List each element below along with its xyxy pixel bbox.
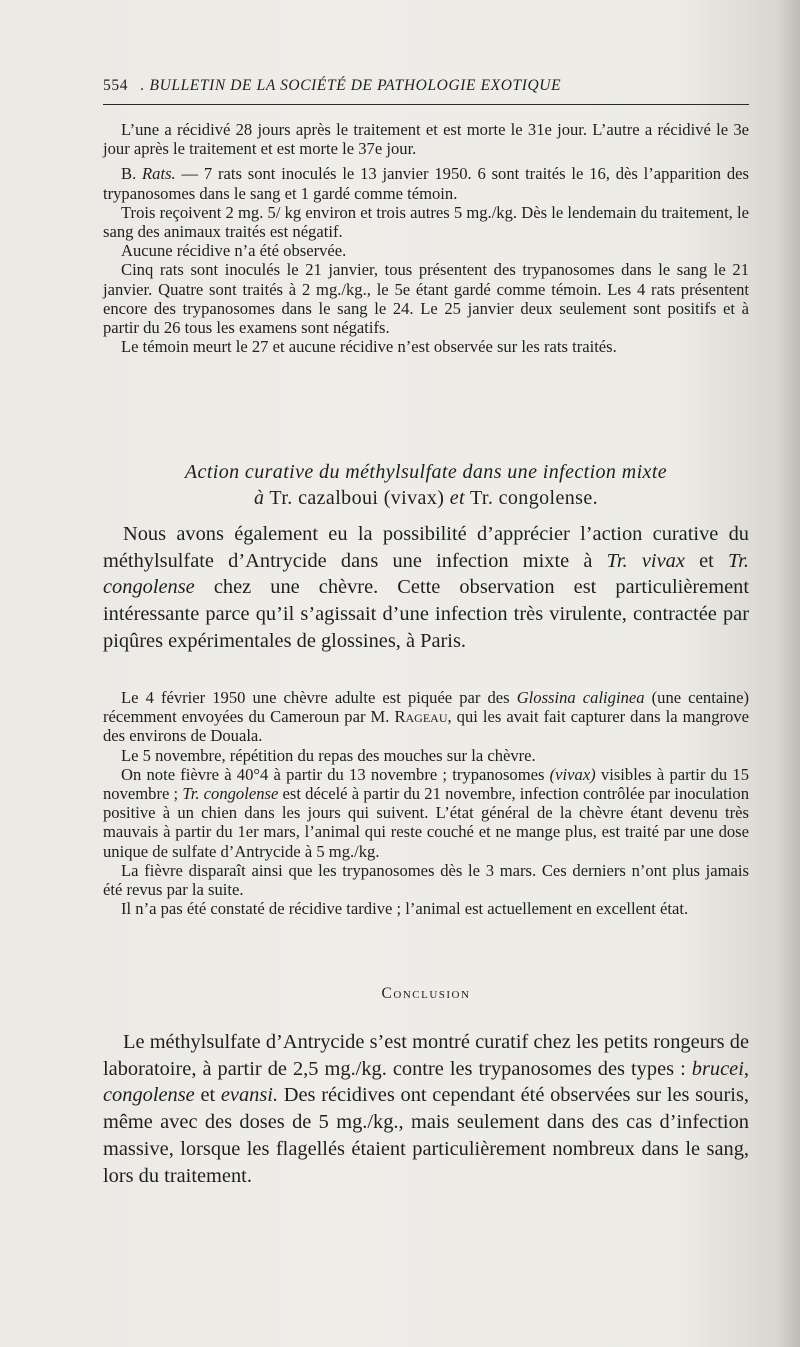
conclusion-block <box>103 1029 749 1189</box>
paragraph-temoin: Le témoin meurt le 27 et aucune récidive n’est observée sur les rats traités. <box>121 337 617 357</box>
paragraph-cinq-rats: Cinq rats sont inoculés le 21 janvier, tous présentent des trypanosomes dans le sang le 21 janvier. Quatre sont traités à 2 mg./kg., le 5e étant gardé comme témoin. Les 4 rats présentent encore des trypanosomes dans le sang le 24. Le 25 janvier deux seulement sont positifs et à partir du 26 tous les examens sont négatifs. <box>103 260 749 338</box>
section-letter: B. <box>121 164 143 184</box>
rats-text: — 7 rats sont inoculés le 13 janvier 1950. 6 sont traités le 16, dès l’apparition des trypanosomes dans le sang et 1 gardé comme témoin. <box>103 164 749 203</box>
paragraph-no-recidive: Aucune récidive n’a été observée. <box>121 241 347 261</box>
paragraph-disparition: La fièvre disparaît ainsi que les trypanosomes dès le 3 mars. Ces derniers n’ont plus jamais été revus par la suite. <box>103 860 749 900</box>
header-rule <box>103 104 749 105</box>
journal-title: . BULLETIN DE LA SOCIÉTÉ DE PATHOLOGIE EXOTIQUE <box>140 77 562 94</box>
case-report-block <box>103 688 749 918</box>
page-number: 554 <box>103 77 129 94</box>
section-heading-line1: Action curative du méthylsulfate dans une infection mixte <box>184 461 668 483</box>
paragraph-chevre: Le 4 février 1950 une chèvre adulte est piquée par des Glossina caliginea (une centaine) récemment envoyées du Cameroun par M. Rageau, qui les avait fait capturer dans la mangrove des environs de Douala. <box>103 688 749 746</box>
paragraph-repas: Le 5 novembre, répétition du repas des mouches sur la chèvre. <box>121 745 536 765</box>
intro-paragraph: Nous avons également eu la possibilité d’apprécier l’action curative du méthylsulfate d’Antrycide dans une infection mixte à Tr. vivax et Tr. congolense chez une chèvre. Cette observation est particulièrement intéressante parce qu’il s’agissait d’une infection très virulente, contractée par piqûres expérimentales de glossines, à Paris. <box>103 523 749 652</box>
section-heading <box>103 459 749 511</box>
section-heading-line2: à Tr. cazalboui (vivax) et Tr. congolense. <box>253 487 599 509</box>
conclusion-paragraph: Le méthylsulfate d’Antrycide s’est montré curatif chez les petits rongeurs de laboratoire, à partir de 2,5 mg./kg. contre les trypanosomes des types : brucei, congolense et evansi. Des récidives ont cependant été observées sur les souris, même avec des doses de 5 mg./kg., mais seulement dans des cas d’infection massive, lorsque les flagellés étaient particulièrement nombreux dans le sang, lors du traitement. <box>103 1031 749 1187</box>
conclusion-heading: Conclusion <box>381 985 471 1002</box>
rats-label: Rats. <box>142 164 176 184</box>
paragraph-doses: Trois reçoivent 2 mg. 5/ kg environ et trois autres 5 mg./kg. Dès le lendemain du traitement, le sang des animaux traités est négatif. <box>103 202 749 242</box>
paragraph-recidives: L’une a récidivé 28 jours après le traitement et est morte le 31e jour. L’autre a récidivé le 3e jour après le traitement et est morte le 37e jour. <box>103 120 749 159</box>
intro-paragraph-block <box>103 521 749 655</box>
paragraph-fievre: On note fièvre à 40°4 à partir du 13 novembre ; trypanosomes (vivax) visibles à partir du 15 novembre ; Tr. congolense est décelé à partir du 21 novembre, infection contrôlée par inoculation positive à un chien dans les jours qui suivent. L’état général de la chèvre étant devenu très mauvais à partir du 1er mars, l’animal qui reste couché et ne mange plus, est traité par une dose unique de sulfate d’Antrycide à 5 mg./kg. <box>103 764 749 861</box>
paragraph-etat: Il n’a pas été constaté de récidive tardive ; l’animal est actuellement en excellent état. <box>121 899 689 919</box>
paragraph-rats-intro <box>103 164 749 202</box>
running-header <box>103 77 749 95</box>
rats-results-block <box>103 120 749 356</box>
